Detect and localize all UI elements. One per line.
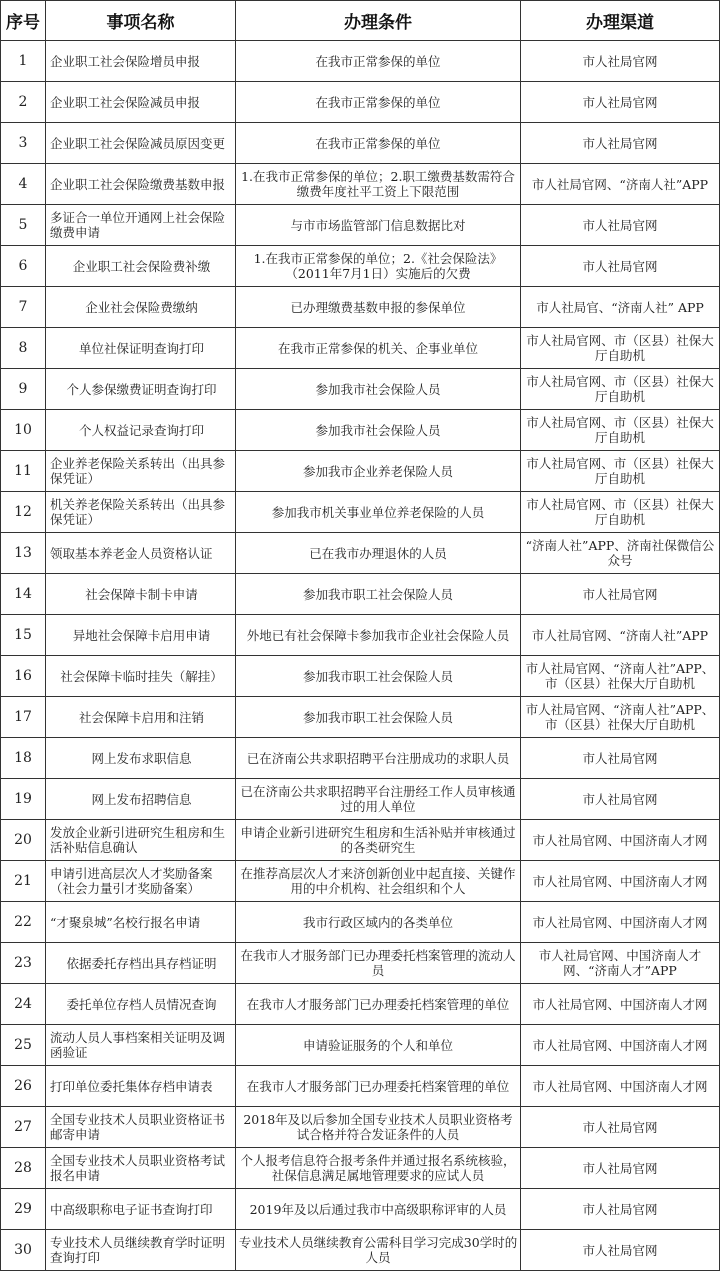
row-serial-number: 3	[1, 123, 46, 164]
row-serial-number: 18	[1, 738, 46, 779]
row-serial-number: 5	[1, 205, 46, 246]
table-row	[1, 123, 720, 164]
table-row	[1, 615, 720, 656]
row-item-name: 领取基本养老金人员资格认证	[46, 533, 236, 574]
table-row	[1, 697, 720, 738]
row-serial-number: 8	[1, 328, 46, 369]
row-serial-number: 14	[1, 574, 46, 615]
row-item-name: 企业职工社会保险费补缴	[46, 246, 236, 287]
row-channels: 市人社局官网、中国济南人才网	[521, 820, 720, 861]
row-conditions: 1.在我市正常参保的单位；2.《社会保险法》（2011年7月1日）实施后的欠费	[236, 246, 521, 287]
row-item-name: 企业职工社会保险增员申报	[46, 41, 236, 82]
row-conditions: 参加我市职工社会保险人员	[236, 697, 521, 738]
row-channels: 市人社局官网、“济南人社”APP	[521, 164, 720, 205]
row-conditions: 申请企业新引进研究生租房和生活补贴并审核通过的各类研究生	[236, 820, 521, 861]
row-conditions: 参加我市机关事业单位养老保险的人员	[236, 492, 521, 533]
row-item-name: 发放企业新引进研究生租房和生活补贴信息确认	[46, 820, 236, 861]
row-channels: 市人社局官网、市（区县）社保大厅自助机	[521, 410, 720, 451]
row-channels: 市人社局官网	[521, 1148, 720, 1189]
row-item-name: 社会保障卡临时挂失（解挂）	[46, 656, 236, 697]
table-row	[1, 369, 720, 410]
row-serial-number: 17	[1, 697, 46, 738]
row-serial-number: 29	[1, 1189, 46, 1230]
row-item-name: 全国专业技术人员职业资格考试报名申请	[46, 1148, 236, 1189]
row-serial-number: 2	[1, 82, 46, 123]
table-row	[1, 1148, 720, 1189]
row-item-name: 企业职工社会保险缴费基数申报	[46, 164, 236, 205]
row-item-name: 多证合一单位开通网上社会保险缴费申请	[46, 205, 236, 246]
row-conditions: 在我市正常参保的单位	[236, 82, 521, 123]
table-row	[1, 820, 720, 861]
row-channels: 市人社局官网、中国济南人才网、“济南人才”APP	[521, 943, 720, 984]
row-channels: 市人社局官、“济南人社” APP	[521, 287, 720, 328]
header-serial-number: 序号	[1, 1, 46, 41]
table-row	[1, 1189, 720, 1230]
row-serial-number: 12	[1, 492, 46, 533]
row-conditions: 参加我市社会保险人员	[236, 369, 521, 410]
row-channels: 市人社局官网	[521, 246, 720, 287]
row-serial-number: 4	[1, 164, 46, 205]
table-row	[1, 492, 720, 533]
row-channels: 市人社局官网	[521, 205, 720, 246]
row-channels: 市人社局官网	[521, 574, 720, 615]
row-item-name: 机关养老保险关系转出（出具参保凭证）	[46, 492, 236, 533]
row-serial-number: 1	[1, 41, 46, 82]
table-row	[1, 1230, 720, 1271]
row-conditions: 已办理缴费基数申报的参保单位	[236, 287, 521, 328]
table-row	[1, 779, 720, 820]
row-item-name: “才聚泉城”名校行报名申请	[46, 902, 236, 943]
row-item-name: 个人参保缴费证明查询打印	[46, 369, 236, 410]
row-conditions: 在我市正常参保的机关、企事业单位	[236, 328, 521, 369]
row-serial-number: 10	[1, 410, 46, 451]
table-row	[1, 943, 720, 984]
row-channels: 市人社局官网	[521, 1189, 720, 1230]
table-row	[1, 574, 720, 615]
row-channels: 市人社局官网、市（区县）社保大厅自助机	[521, 369, 720, 410]
row-item-name: 异地社会保障卡启用申请	[46, 615, 236, 656]
table-row	[1, 205, 720, 246]
table-row	[1, 41, 720, 82]
table-row	[1, 287, 720, 328]
row-conditions: 已在我市办理退休的人员	[236, 533, 521, 574]
row-conditions: 在我市正常参保的单位	[236, 41, 521, 82]
row-serial-number: 27	[1, 1107, 46, 1148]
row-channels: 市人社局官网、中国济南人才网	[521, 1066, 720, 1107]
row-serial-number: 13	[1, 533, 46, 574]
row-conditions: 在推荐高层次人才来济创新创业中起直接、关键作用的中介机构、社会组织和个人	[236, 861, 521, 902]
row-item-name: 全国专业技术人员职业资格证书邮寄申请	[46, 1107, 236, 1148]
table-row	[1, 656, 720, 697]
row-channels: 市人社局官网、市（区县）社保大厅自助机	[521, 451, 720, 492]
header-conditions: 办理条件	[236, 1, 521, 41]
table-row	[1, 861, 720, 902]
table-body	[1, 41, 720, 1271]
row-serial-number: 22	[1, 902, 46, 943]
row-channels: 市人社局官网、“济南人社”APP	[521, 615, 720, 656]
row-conditions: 在我市人才服务部门已办理委托档案管理的单位	[236, 984, 521, 1025]
row-channels: “济南人社”APP、济南社保微信公众号	[521, 533, 720, 574]
table-row	[1, 328, 720, 369]
row-conditions: 参加我市企业养老保险人员	[236, 451, 521, 492]
row-channels: 市人社局官网	[521, 82, 720, 123]
header-channels: 办理渠道	[521, 1, 720, 41]
row-conditions: 与市市场监管部门信息数据比对	[236, 205, 521, 246]
row-serial-number: 23	[1, 943, 46, 984]
row-item-name: 流动人员人事档案相关证明及调函验证	[46, 1025, 236, 1066]
row-channels: 市人社局官网、市（区县）社保大厅自助机	[521, 328, 720, 369]
row-channels: 市人社局官网	[521, 779, 720, 820]
table-header-row	[1, 1, 720, 41]
row-conditions: 申请验证服务的个人和单位	[236, 1025, 521, 1066]
row-item-name: 依据委托存档出具存档证明	[46, 943, 236, 984]
row-conditions: 2018年及以后参加全国专业技术人员职业资格考试合格并符合发证条件的人员	[236, 1107, 521, 1148]
row-serial-number: 28	[1, 1148, 46, 1189]
row-channels: 市人社局官网、“济南人社”APP、市（区县）社保大厅自助机	[521, 697, 720, 738]
row-conditions: 在我市正常参保的单位	[236, 123, 521, 164]
row-item-name: 单位社保证明查询打印	[46, 328, 236, 369]
table-row	[1, 82, 720, 123]
row-channels: 市人社局官网、中国济南人才网	[521, 1025, 720, 1066]
row-item-name: 打印单位委托集体存档申请表	[46, 1066, 236, 1107]
row-serial-number: 11	[1, 451, 46, 492]
row-channels: 市人社局官网、中国济南人才网	[521, 861, 720, 902]
row-conditions: 已在济南公共求职招聘平台注册经工作人员审核通过的用人单位	[236, 779, 521, 820]
row-item-name: 网上发布招聘信息	[46, 779, 236, 820]
table-row	[1, 451, 720, 492]
row-serial-number: 6	[1, 246, 46, 287]
table-row	[1, 902, 720, 943]
row-conditions: 我市行政区域内的各类单位	[236, 902, 521, 943]
row-serial-number: 20	[1, 820, 46, 861]
row-channels: 市人社局官网	[521, 1107, 720, 1148]
row-channels: 市人社局官网	[521, 738, 720, 779]
row-serial-number: 24	[1, 984, 46, 1025]
table-row	[1, 246, 720, 287]
row-channels: 市人社局官网、中国济南人才网	[521, 984, 720, 1025]
row-serial-number: 9	[1, 369, 46, 410]
table-row	[1, 533, 720, 574]
row-item-name: 专业技术人员继续教育学时证明查询打印	[46, 1230, 236, 1271]
row-item-name: 个人权益记录查询打印	[46, 410, 236, 451]
row-channels: 市人社局官网	[521, 123, 720, 164]
row-serial-number: 21	[1, 861, 46, 902]
row-serial-number: 26	[1, 1066, 46, 1107]
row-item-name: 社会保障卡制卡申请	[46, 574, 236, 615]
table-row	[1, 1107, 720, 1148]
row-channels: 市人社局官网、市（区县）社保大厅自助机	[521, 492, 720, 533]
row-channels: 市人社局官网	[521, 41, 720, 82]
row-item-name: 企业职工社会保险减员原因变更	[46, 123, 236, 164]
row-conditions: 外地已有社会保障卡参加我市企业社会保险人员	[236, 615, 521, 656]
row-item-name: 委托单位存档人员情况查询	[46, 984, 236, 1025]
table-row	[1, 984, 720, 1025]
table-row	[1, 164, 720, 205]
row-serial-number: 19	[1, 779, 46, 820]
table-row	[1, 738, 720, 779]
row-serial-number: 16	[1, 656, 46, 697]
row-conditions: 2019年及以后通过我市中高级职称评审的人员	[236, 1189, 521, 1230]
row-conditions: 在我市人才服务部门已办理委托档案管理的流动人员	[236, 943, 521, 984]
row-conditions: 已在济南公共求职招聘平台注册成功的求职人员	[236, 738, 521, 779]
row-item-name: 社会保障卡启用和注销	[46, 697, 236, 738]
row-item-name: 企业社会保险费缴纳	[46, 287, 236, 328]
row-serial-number: 7	[1, 287, 46, 328]
row-conditions: 个人报考信息符合报考条件并通过报名系统核验，社保信息满足属地管理要求的应试人员	[236, 1148, 521, 1189]
row-item-name: 企业养老保险关系转出（出具参保凭证）	[46, 451, 236, 492]
row-serial-number: 25	[1, 1025, 46, 1066]
row-conditions: 在我市人才服务部门已办理委托档案管理的单位	[236, 1066, 521, 1107]
row-item-name: 企业职工社会保险减员申报	[46, 82, 236, 123]
table-row	[1, 410, 720, 451]
header-item-name: 事项名称	[46, 1, 236, 41]
row-conditions: 参加我市职工社会保险人员	[236, 656, 521, 697]
row-serial-number: 15	[1, 615, 46, 656]
row-item-name: 中高级职称电子证书查询打印	[46, 1189, 236, 1230]
row-conditions: 参加我市社会保险人员	[236, 410, 521, 451]
row-channels: 市人社局官网、“济南人社”APP、市（区县）社保大厅自助机	[521, 656, 720, 697]
row-conditions: 1.在我市正常参保的单位；2.职工缴费基数需符合缴费年度社平工资上下限范围	[236, 164, 521, 205]
table-row	[1, 1025, 720, 1066]
row-item-name: 网上发布求职信息	[46, 738, 236, 779]
row-conditions: 专业技术人员继续教育公需科目学习完成30学时的人员	[236, 1230, 521, 1271]
row-serial-number: 30	[1, 1230, 46, 1271]
row-conditions: 参加我市职工社会保险人员	[236, 574, 521, 615]
row-item-name: 申请引进高层次人才奖励备案（社会力量引才奖励备案）	[46, 861, 236, 902]
row-channels: 市人社局官网、中国济南人才网	[521, 902, 720, 943]
table-row	[1, 1066, 720, 1107]
row-channels: 市人社局官网	[521, 1230, 720, 1271]
